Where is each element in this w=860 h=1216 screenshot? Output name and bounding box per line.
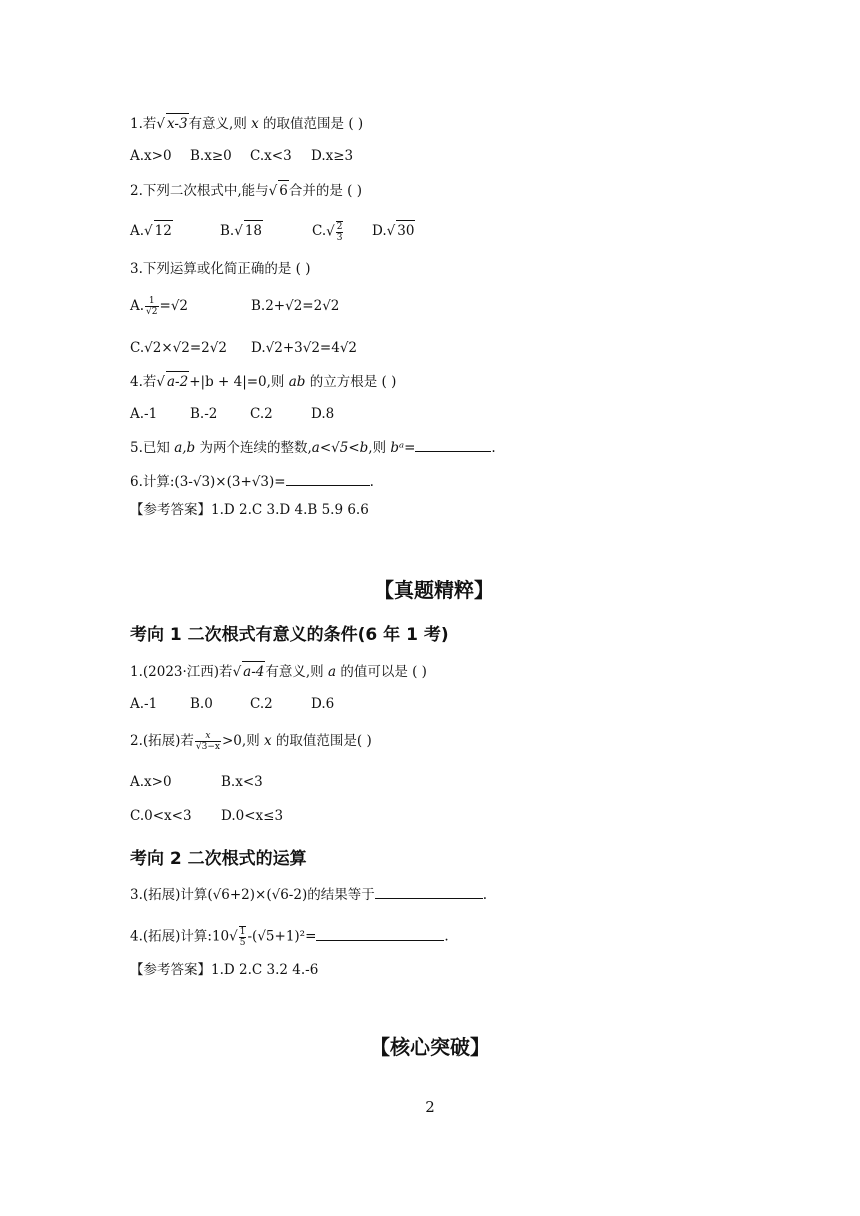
q3-options-ab bbox=[130, 296, 339, 317]
question-6 bbox=[130, 472, 374, 492]
zt-q4-answer-blank[interactable] bbox=[316, 928, 444, 941]
q1-var: x bbox=[251, 116, 259, 132]
zt-q1-suffix: 的值可以是 ( ) bbox=[340, 664, 427, 680]
zt-q3-answer-blank[interactable] bbox=[375, 886, 483, 899]
q2-option-c: C.√ $\frac{2}{3}$ bbox=[312, 221, 343, 243]
q2-radicand: 6 bbox=[278, 180, 289, 201]
zt-q1-option-c: C.2 bbox=[250, 696, 273, 712]
zt-q2-prefix: 2.(拓展)若 bbox=[130, 733, 194, 749]
q5-prefix: 5.已知 bbox=[130, 440, 170, 456]
answer-key-2: 【参考答案】1.D 2.C 3.2 4.-6 bbox=[130, 962, 319, 978]
zt-q1-option-d: D.6 bbox=[311, 696, 335, 712]
sqrt-sign: √ bbox=[156, 116, 165, 132]
zt-question-4: 4.(拓展)计算:10√ $\frac{1}{5}$ -(√5+1)²= . bbox=[130, 927, 449, 948]
zt-question-2 bbox=[130, 731, 372, 752]
q2-suffix: 合并的是 ( ) bbox=[288, 183, 362, 199]
zt-q2-middle: >0,则 bbox=[222, 733, 260, 749]
q5-eq: = bbox=[404, 440, 416, 456]
q4-option-d: D.8 bbox=[311, 406, 335, 422]
q3-option-c: C.√2×√2=2√2 bbox=[130, 340, 227, 356]
zt-q1-middle: 有意义,则 bbox=[265, 664, 324, 680]
q4-option-c: C.2 bbox=[250, 406, 273, 422]
q5-answer-blank[interactable] bbox=[415, 439, 491, 452]
q4-var: ab bbox=[288, 374, 306, 390]
q1-options bbox=[130, 146, 353, 166]
zt-q4-rest: -(√5+1)²= bbox=[247, 928, 317, 945]
q1-option-b: B.x≥0 bbox=[190, 148, 232, 164]
q5-inequality: a<√5<b bbox=[311, 440, 369, 456]
zt-q1-options bbox=[130, 694, 334, 714]
zt-q4-prefix: 4.(拓展)计算:10 bbox=[130, 928, 230, 945]
q5-then: ,则 bbox=[368, 440, 387, 456]
q5-end: . bbox=[491, 440, 496, 456]
q4-radicand: a-2 bbox=[166, 371, 189, 392]
q3-options-cd bbox=[130, 338, 357, 358]
zt-q1-option-b: B.0 bbox=[190, 696, 213, 712]
zt-q1-prefix: 1.(2023·江西)若 bbox=[130, 664, 233, 680]
q1-option-d: D.x≥3 bbox=[311, 148, 354, 164]
zt-q4-end: . bbox=[444, 928, 449, 945]
question-1 bbox=[130, 113, 363, 134]
q4-options bbox=[130, 404, 334, 424]
q2-option-a: A.√ 12 bbox=[130, 220, 220, 241]
zt-q1-option-a: A.-1 bbox=[130, 696, 158, 712]
q4-option-a: A.-1 bbox=[130, 406, 158, 422]
q1-radicand: x-3 bbox=[166, 113, 189, 134]
q4-option-b: B.-2 bbox=[190, 406, 218, 422]
sqrt-sign: √ bbox=[268, 183, 278, 199]
q1-suffix: 的取值范围是 ( ) bbox=[263, 116, 364, 132]
zt-q4-fraction: $\frac{1}{5}$ bbox=[239, 927, 246, 948]
question-5 bbox=[130, 438, 496, 458]
q1-middle: 有意义,则 bbox=[188, 116, 247, 132]
q1-prefix: 1.若 bbox=[130, 116, 157, 132]
answer-key-1: 【参考答案】1.D 2.C 3.D 4.B 5.9 6.6 bbox=[130, 502, 369, 518]
zt-q2-option-a: A.x>0 bbox=[130, 774, 172, 790]
zt-q2-suffix: 的取值范围是( ) bbox=[275, 733, 372, 749]
topic-2-heading: 考向 2 二次根式的运算 bbox=[130, 849, 307, 869]
q2-prefix: 2.下列二次根式中,能与 bbox=[130, 183, 269, 199]
zt-q3-text: 3.(拓展)计算(√6+2)×(√6-2)的结果等于 bbox=[130, 887, 375, 903]
zt-q2-option-c: C.0<x<3 bbox=[130, 808, 192, 824]
q4-suffix: 的立方根是 ( ) bbox=[309, 374, 397, 390]
question-2 bbox=[130, 180, 362, 201]
q2-option-d: D.√ 30 bbox=[372, 220, 415, 241]
q5-middle: 为两个连续的整数, bbox=[199, 440, 312, 456]
q2-options bbox=[130, 220, 415, 243]
zt-q2-option-d: D.0<x≤3 bbox=[221, 808, 284, 824]
q3-option-b: B.2+√2=2√2 bbox=[251, 298, 340, 314]
section-heading-hexin: 【核心突破】 bbox=[370, 1035, 490, 1059]
q1-option-c: C.x<3 bbox=[250, 148, 292, 164]
q4-middle: +|b + 4|=0,则 bbox=[189, 374, 285, 390]
zt-q2-option-b: B.x<3 bbox=[221, 774, 263, 790]
zt-q1-var: a bbox=[327, 664, 337, 680]
q6-text: 6.计算:(3-√3)×(3+√3)= bbox=[130, 474, 286, 490]
q3-option-d: D.√2+3√2=4√2 bbox=[251, 340, 358, 356]
question-4: 4.若√ a-2+|b + 4|=0,则 ab 的立方根是 ( ) bbox=[130, 371, 396, 392]
zt-q2-var: x bbox=[264, 733, 272, 749]
q3-option-a: A. $\frac{1}{√2}$ =√2 bbox=[130, 296, 189, 317]
zt-question-1: 1.(2023·江西)若√ a-4有意义,则 a 的值可以是 ( ) bbox=[130, 661, 427, 682]
zt-q1-radicand: a-4 bbox=[242, 661, 265, 682]
q4-prefix: 4.若 bbox=[130, 374, 157, 390]
topic-1-heading: 考向 1 二次根式有意义的条件(6 年 1 考) bbox=[130, 625, 449, 645]
zt-question-3 bbox=[130, 885, 487, 905]
zt-q3-end: . bbox=[482, 887, 488, 903]
question-3: 3.下列运算或化简正确的是 ( ) bbox=[130, 261, 311, 277]
zt-q2-options-ab bbox=[130, 772, 263, 792]
zt-q2-fraction: $\frac{x}{√3-x}$ bbox=[195, 731, 220, 752]
q5-expr: bᵃ bbox=[390, 440, 405, 456]
section-heading-zhenti: 【真题精粹】 bbox=[374, 578, 494, 602]
q5-vars: a,b bbox=[174, 440, 196, 456]
zt-q2-options-cd bbox=[130, 806, 283, 826]
q1-option-a: A.x>0 bbox=[130, 148, 172, 164]
q6-end: . bbox=[369, 474, 374, 490]
page-number: 2 bbox=[425, 1098, 435, 1116]
q6-answer-blank[interactable] bbox=[286, 473, 370, 486]
q2-option-b: B.√ 18 bbox=[220, 220, 312, 241]
